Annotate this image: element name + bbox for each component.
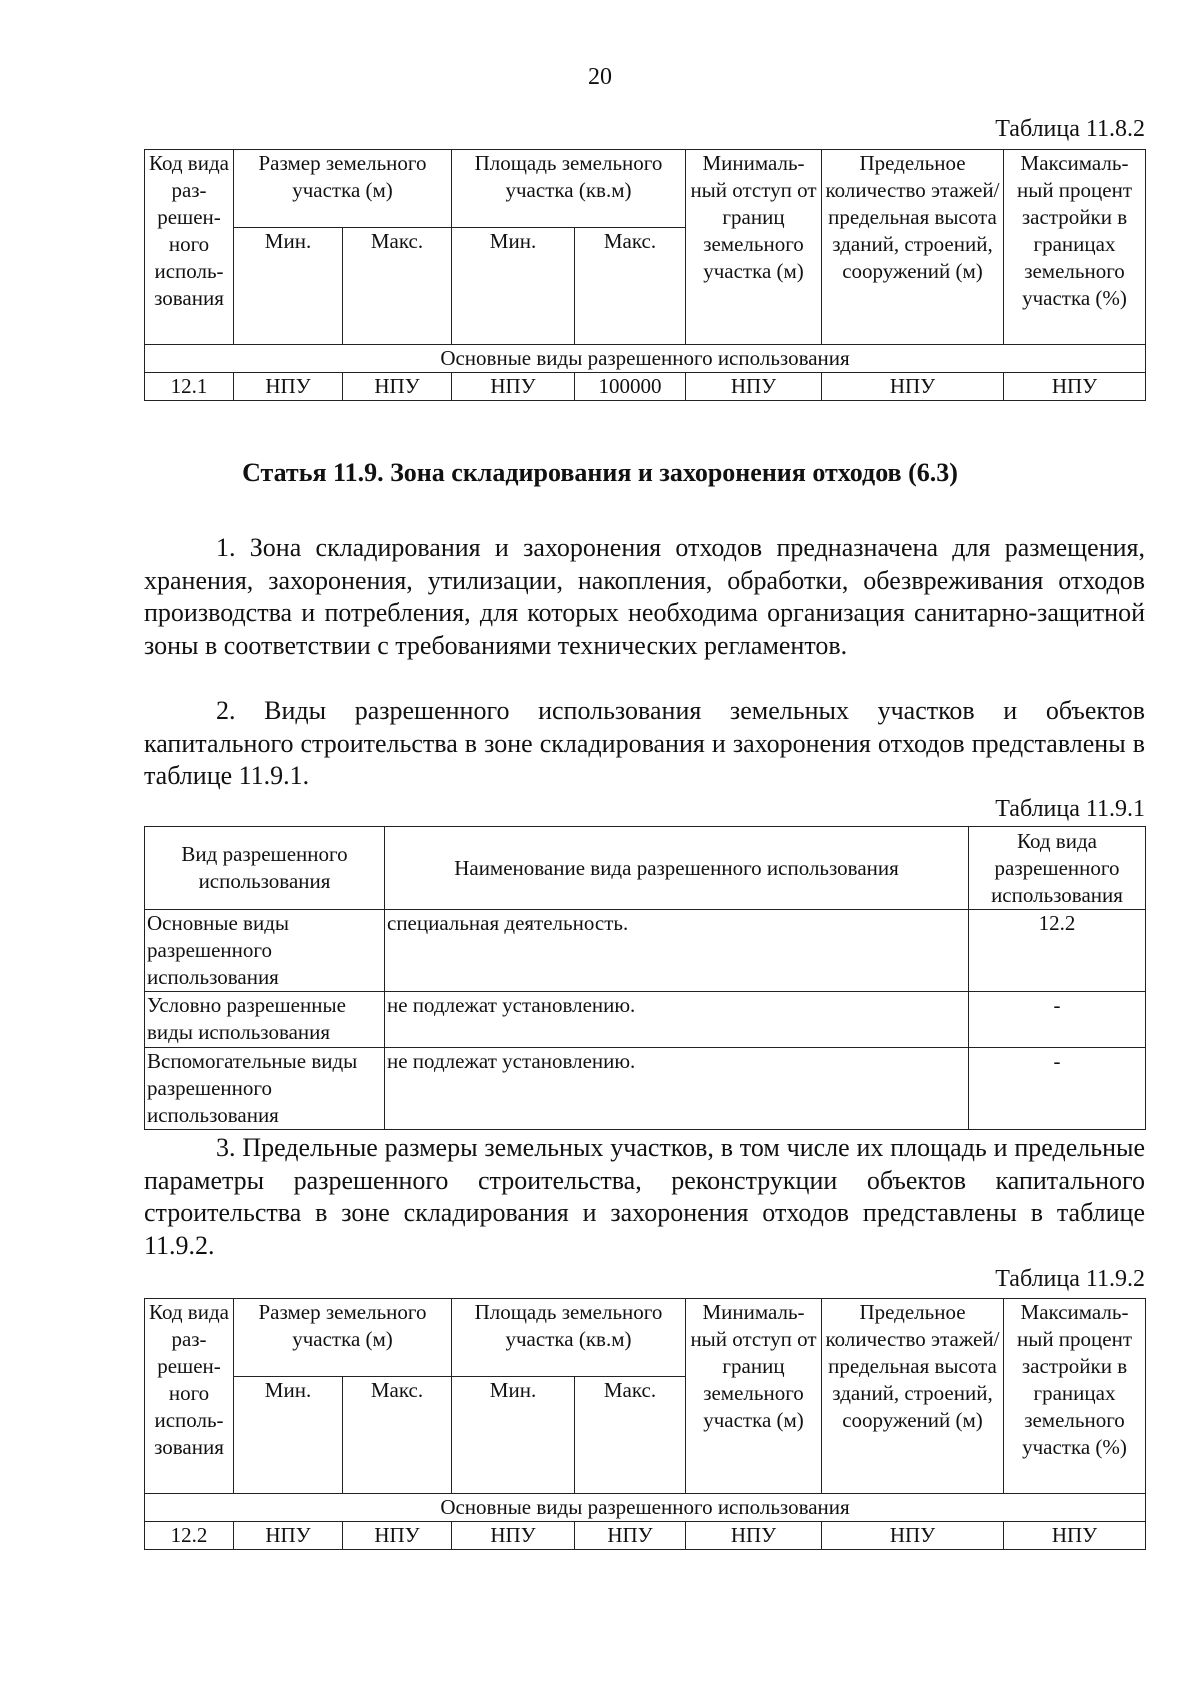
section-main-uses: Основные виды разрешенного использования	[145, 1494, 1146, 1522]
table-row	[145, 1522, 1146, 1550]
header-size: Размер земельного участка (м)	[234, 1299, 452, 1377]
header-percent: Максималь-ный процент застройки в границах земельного участка (%)	[1004, 1299, 1146, 1494]
cell: НПУ	[686, 373, 822, 401]
header-use-code: Код вида разрешенного использования	[969, 827, 1146, 910]
use-name: не подлежат установлению.	[385, 1048, 969, 1130]
use-code: -	[969, 1048, 1146, 1130]
header-size-min: Мин.	[234, 228, 343, 345]
table-caption-11-9-1: Таблица 11.9.1	[995, 796, 1145, 822]
header-area-max: Макс.	[575, 228, 686, 345]
header-area-min: Мин.	[452, 228, 575, 345]
cell: НПУ	[686, 1522, 822, 1550]
cell: НПУ	[234, 1522, 343, 1550]
header-size-max: Макс.	[343, 1377, 452, 1494]
cell: НПУ	[234, 373, 343, 401]
paragraph-1: 1. Зона складирования и захоронения отходов предназначена для размещения, хранения, захоронения, утилизации, накопления, обработки, обезвреживания отходов производства и потребления, для которых необходима организация санитарно-защитной зоны в соответствии с требованиями технических регламентов.	[144, 533, 1145, 660]
header-indent: Минималь-ный отступ от границ земельного участка (м)	[686, 150, 822, 345]
table-caption-11-9-2: Таблица 11.9.2	[995, 1266, 1145, 1292]
table-row	[145, 373, 1146, 401]
cell: НПУ	[343, 373, 452, 401]
use-type: Основные виды разрешенного использования	[145, 910, 385, 992]
cell: НПУ	[822, 373, 1004, 401]
header-use-name: Наименование вида разрешенного использования	[385, 827, 969, 910]
header-use-type: Вид разрешенного использования	[145, 827, 385, 910]
header-size: Размер земельного участка (м)	[234, 150, 452, 228]
header-indent: Минималь-ный отступ от границ земельного участка (м)	[686, 1299, 822, 1494]
table-row	[145, 910, 1146, 992]
cell: НПУ	[1004, 1522, 1146, 1550]
cell: НПУ	[822, 1522, 1004, 1550]
header-size-min: Мин.	[234, 1377, 343, 1494]
table-row	[145, 992, 1146, 1048]
header-code: Код вида раз-решен-ного исполь-зования	[145, 150, 234, 345]
use-name: специальная деятельность.	[385, 910, 969, 992]
table-caption-11-8-2: Таблица 11.8.2	[995, 116, 1145, 142]
header-size-max: Макс.	[343, 228, 452, 345]
section-main-uses: Основные виды разрешенного использования	[145, 345, 1146, 373]
cell: 100000	[575, 373, 686, 401]
cell: 12.2	[145, 1522, 234, 1550]
cell: НПУ	[575, 1522, 686, 1550]
use-type: Вспомогательные виды разрешенного использования	[145, 1048, 385, 1130]
paragraph-3: 3. Предельные размеры земельных участков, в том числе их площадь и предельные параметры разрешенного строительства, реконструкции объектов капитального строительства в зоне складирования и захоронения отходов представлены в таблице 11.9.2.	[144, 1133, 1145, 1260]
use-code: -	[969, 992, 1146, 1048]
page-number: 20	[588, 64, 612, 90]
cell: 12.1	[145, 373, 234, 401]
cell: НПУ	[1004, 373, 1146, 401]
use-code: 12.2	[969, 910, 1146, 992]
header-area: Площадь земельного участка (кв.м)	[452, 1299, 686, 1377]
paragraph-2: 2. Виды разрешенного использования земельных участков и объектов капитального строительства в зоне складирования и захоронения отходов представлены в таблице 11.9.1.	[144, 696, 1145, 790]
header-floors: Предельное количество этажей/ предельная высота зданий, строений, сооружений (м)	[822, 150, 1004, 345]
header-percent: Максималь-ный процент застройки в границах земельного участка (%)	[1004, 150, 1146, 345]
table-11-9-1	[144, 826, 1146, 1130]
header-area-min: Мин.	[452, 1377, 575, 1494]
article-heading: Статья 11.9. Зона складирования и захоронения отходов (6.3)	[242, 458, 958, 487]
cell: НПУ	[452, 1522, 575, 1550]
use-name: не подлежат установлению.	[385, 992, 969, 1048]
cell: НПУ	[452, 373, 575, 401]
cell: НПУ	[343, 1522, 452, 1550]
table-row	[145, 1048, 1146, 1130]
header-area: Площадь земельного участка (кв.м)	[452, 150, 686, 228]
use-type: Условно разрешенные виды использования	[145, 992, 385, 1048]
header-code: Код вида раз-решен-ного исполь-зования	[145, 1299, 234, 1494]
table-11-8-2	[144, 149, 1146, 401]
header-area-max: Макс.	[575, 1377, 686, 1494]
table-11-9-2	[144, 1298, 1146, 1550]
header-floors: Предельное количество этажей/ предельная высота зданий, строений, сооружений (м)	[822, 1299, 1004, 1494]
